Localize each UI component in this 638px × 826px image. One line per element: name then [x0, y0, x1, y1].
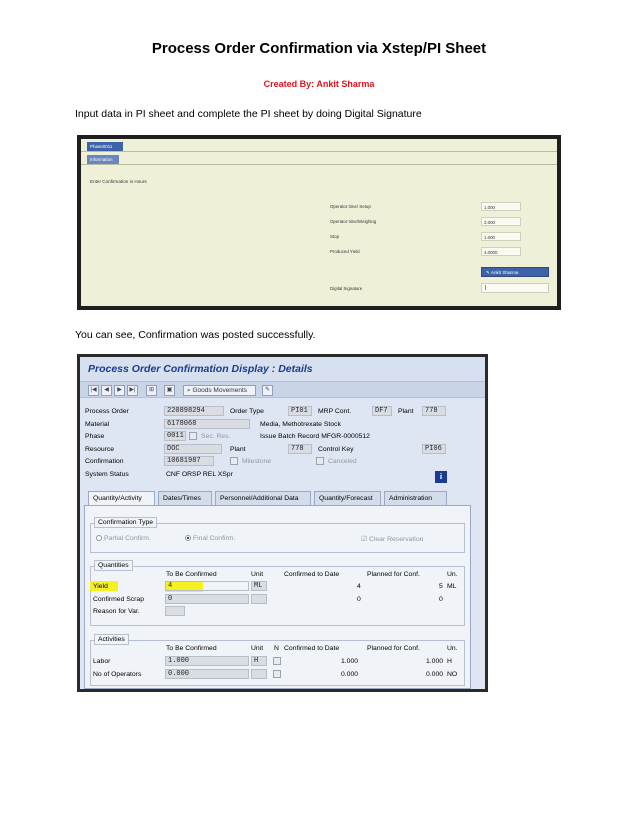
next-page-icon[interactable]: ▶	[114, 385, 125, 396]
author-line: Created By: Ankit Sharma	[263, 79, 375, 89]
goods-movements-button[interactable]	[183, 385, 256, 396]
phase-field[interactable]: 0011	[164, 431, 186, 441]
operators-un: NO	[447, 671, 458, 678]
system-status-label: System Status	[85, 471, 129, 478]
header-icon[interactable]: ▣	[164, 385, 175, 396]
labor-un: H	[447, 658, 452, 665]
overview-icon[interactable]: ⊞	[146, 385, 157, 396]
sign-button[interactable]	[481, 267, 549, 277]
pi-row-label: Stop	[330, 234, 340, 239]
resource-plant-label: Plant	[230, 446, 246, 453]
tab-personnel-additional-data[interactable]: Personnel/Additional Data	[215, 491, 311, 505]
scrap-label: Confirmed Scrap	[93, 596, 144, 603]
milestone-checkbox[interactable]	[230, 457, 238, 465]
yield-field[interactable]: 4	[165, 581, 249, 591]
result-paragraph: You can see, Confirmation was posted successfully.	[75, 329, 316, 341]
col-confirmed-to-date: Confirmed to Date	[284, 571, 340, 578]
process-order-label: Process Order	[85, 408, 129, 415]
material-label: Material	[85, 421, 110, 428]
activities-group	[90, 636, 465, 686]
act-col-unit: Unit	[251, 645, 264, 652]
operators-unit-field[interactable]	[251, 669, 267, 679]
operators-field[interactable]: 0.000	[165, 669, 249, 679]
pi-row-value[interactable]: 2.000	[481, 217, 521, 226]
tab-dates-times[interactable]: Dates/Times	[158, 491, 212, 505]
canceled-checkbox[interactable]	[316, 457, 324, 465]
signature-icon: ✎	[486, 270, 491, 275]
confirmation-label: Confirmation	[85, 458, 124, 465]
operators-n-checkbox[interactable]	[273, 670, 281, 678]
labor-confirmed: 1.000	[341, 658, 359, 665]
order-type-field[interactable]: PI01	[288, 406, 312, 416]
final-confirm-label: Final Confirm.	[193, 535, 236, 542]
last-page-icon[interactable]: ▶|	[127, 385, 138, 396]
act-col-un: Un.	[447, 645, 458, 652]
resource-label: Resource	[85, 446, 115, 453]
pi-row-label: Produced Yield	[330, 249, 360, 254]
order-type-label: Order Type	[230, 408, 264, 415]
digital-signature-label: Digital Signature	[330, 286, 363, 291]
screen-title: Process Order Confirmation Display : Details	[80, 357, 485, 381]
pi-row-label: Operator time/ Setup	[330, 204, 371, 209]
plant-field[interactable]: 778	[422, 406, 446, 416]
partial-confirm-label: Partial Confirm.	[104, 535, 151, 542]
scrap-field[interactable]: 0	[165, 594, 249, 604]
pi-row-label: Operator time/Weighing	[330, 219, 377, 224]
system-status-value: CNF ORSP REL XSpr	[166, 471, 233, 478]
material-description: Media, Methotrexate Stock	[260, 421, 341, 428]
plant-label: Plant	[398, 408, 414, 415]
issue-batch-text: Issue Batch Record MFGR-0000512	[260, 433, 370, 440]
labor-field[interactable]: 1.000	[165, 656, 249, 666]
toolbar	[80, 381, 485, 398]
mrp-cont-field[interactable]: DF7	[372, 406, 392, 416]
control-key-field[interactable]: PI06	[422, 444, 446, 454]
yield-confirmed: 4	[357, 583, 361, 590]
pi-sheet-screenshot	[77, 135, 561, 310]
sap-screenshot	[77, 354, 488, 692]
sec-res-label: Sec. Res.	[201, 433, 231, 440]
first-page-icon[interactable]: |◀	[88, 385, 99, 396]
resource-plant-field[interactable]: 778	[288, 444, 312, 454]
control-key-label: Control Key	[318, 446, 354, 453]
reason-field[interactable]	[165, 606, 185, 616]
resource-field[interactable]: DOC	[164, 444, 222, 454]
labor-n-checkbox[interactable]	[273, 657, 281, 665]
tab-administration[interactable]: Administration	[384, 491, 447, 505]
confirmation-type-title: Confirmation Type	[94, 517, 157, 528]
activities-title: Activities	[94, 634, 129, 645]
digital-signature-field[interactable]: |	[481, 283, 549, 293]
document-title: Process Order Confirmation via Xstep/PI Sheet	[151, 40, 487, 57]
yield-unit-field[interactable]: ML	[251, 581, 267, 591]
pi-phase-tab[interactable]: Phase0011	[87, 142, 123, 151]
operators-planned: 0.000	[426, 671, 444, 678]
quantities-group	[90, 562, 465, 626]
yield-label: Yield	[93, 583, 108, 590]
clear-reservation-label: Clear Reservation	[368, 536, 424, 543]
previous-page-icon[interactable]: ◀	[101, 385, 112, 396]
sign-button-label: Ankit Sharma	[490, 270, 519, 275]
yield-un: ML	[447, 583, 457, 590]
col-to-be-confirmed: To Be Confirmed	[166, 571, 217, 578]
tab-quantity-activity[interactable]: Quantity/Activity	[88, 491, 155, 506]
tab-quantity-forecast[interactable]: Quantity/Forecast	[314, 491, 381, 505]
clear-reservation-checkbox[interactable]	[361, 535, 423, 543]
act-col-to-be-confirmed: To Be Confirmed	[166, 645, 217, 652]
act-col-n: N	[274, 645, 279, 652]
labor-label: Labor	[93, 658, 111, 665]
scrap-unit-field[interactable]	[251, 594, 267, 604]
pi-row-value[interactable]: 4.0000	[481, 247, 521, 256]
labor-unit-field[interactable]: H	[251, 656, 267, 666]
scrap-planned: 0	[439, 596, 443, 603]
mrp-cont-label: MRP Cont.	[318, 408, 352, 415]
pi-information-tab[interactable]: Information	[87, 155, 119, 164]
quantities-title: Quantities	[94, 560, 133, 571]
canceled-label: Canceled	[328, 458, 357, 465]
confirmation-field[interactable]: 10681987	[164, 456, 214, 466]
pi-row-value[interactable]: 1.000	[481, 202, 521, 211]
quantity-activity-panel	[84, 505, 471, 689]
checked-icon: ☑	[361, 536, 369, 543]
process-order-field[interactable]: 220898294	[164, 406, 224, 416]
labor-planned: 1.000	[426, 658, 444, 665]
scrap-confirmed: 0	[357, 596, 361, 603]
confirmation-type-group	[90, 519, 465, 553]
yield-planned: 5	[439, 583, 443, 590]
milestone-label: Milestone	[242, 458, 272, 465]
act-col-planned: Planned for Conf.	[367, 645, 420, 652]
edit-icon[interactable]: ✎	[262, 385, 273, 396]
act-col-confirmed-to-date: Confirmed to Date	[284, 645, 340, 652]
pi-instruction: Enter Confirmation in Hours	[90, 179, 147, 184]
material-field[interactable]: 6178068	[164, 419, 250, 429]
partial-confirm-radio[interactable]	[96, 535, 151, 542]
pi-row-value[interactable]: 1.000	[481, 232, 521, 241]
operators-label: No of Operators	[93, 671, 142, 678]
goods-movements-icon: ⌕	[187, 387, 193, 394]
col-planned: Planned for Conf.	[367, 571, 420, 578]
info-icon[interactable]: i	[435, 471, 447, 483]
reason-label: Reason for Var.	[93, 608, 140, 615]
sec-res-checkbox[interactable]	[189, 432, 197, 440]
col-unit: Unit	[251, 571, 264, 578]
operators-confirmed: 0.000	[341, 671, 359, 678]
goods-movements-label: Goods Movements	[192, 387, 248, 394]
phase-label: Phase	[85, 433, 105, 440]
instruction-paragraph: Input data in PI sheet and complete the PI sheet by doing Digital Signature	[75, 108, 422, 120]
final-confirm-radio[interactable]	[185, 535, 235, 542]
col-un: Un.	[447, 571, 458, 578]
